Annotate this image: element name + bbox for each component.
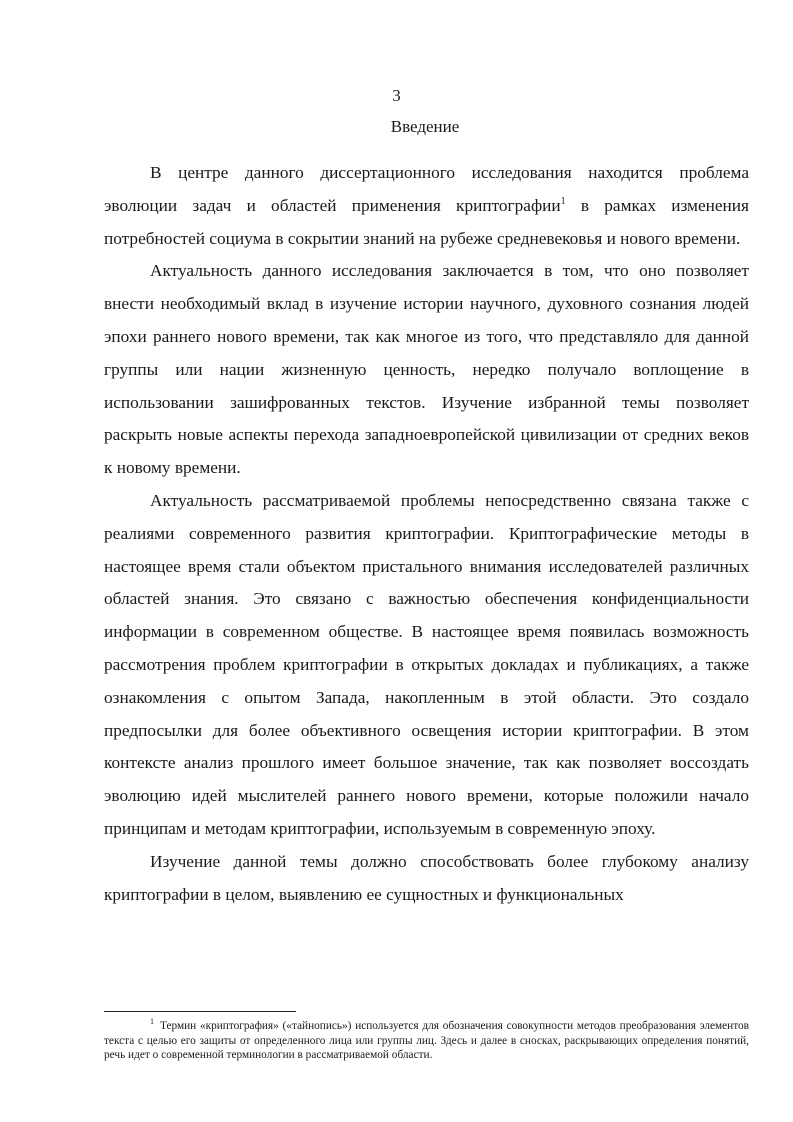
- paragraph-2: Актуальность данного исследования заключается в том, что оно позволяет внести необходимый вклад в изучение истории научного, духовного сознания людей эпохи раннего нового времени, так как многое из того, что представляло для данной группы или нации жизненную ценность, нередко получало воплощение в использовании зашифрованных текстов. Изучение избранной темы позволяет раскрыть новые аспекты перехода западноевропейской цивилизации от средних веков к новому времени.: [104, 261, 749, 478]
- page-number: 3: [392, 86, 401, 105]
- footnote-reference: 1: [560, 196, 566, 208]
- paragraph-4: Изучение данной темы должно способствовать более глубокому анализу криптографии в целом, выявлению ее сущностных и функциональных: [104, 851, 749, 904]
- footnote-divider: [104, 1011, 296, 1012]
- body-text: [104, 157, 749, 911]
- paragraph-1-text-b: в рамках изменения потребностей социума в сокрытии знаний на рубеже средневековья и нового времени.: [104, 195, 749, 248]
- page-title: Введение: [390, 117, 460, 136]
- footnote: [104, 1019, 749, 1063]
- footnote-text: Термин «криптография» («тайнопись») используется для обозначения совокупности методов преобразования элементов текста с целью его защиты от определенного лица или группы лиц. Здесь и далее в сносках, раскрывающих определения понятий, речь идет о современной терминологии в рассматриваемой области.: [104, 1020, 749, 1061]
- paragraph-1: [104, 157, 749, 255]
- paragraph-1-text-a: В центре данного диссертационного исследования находится проблема эволюции задач и областей применения криптографии: [104, 163, 749, 215]
- footnote-mark: 1: [150, 1017, 154, 1027]
- paragraph-3: Актуальность рассматриваемой проблемы непосредственно связана также с реалиями современного развития криптографии. Криптографические методы в настоящее время стали объектом пристального внимания исследователей различных областей знания. Это связано с важностью обеспечения конфиденциальности информации в современном обществе. В настоящее время появилась возможность рассмотрения проблем криптографии в открытых докладах и публикациях, а также ознакомления с опытом Запада, накопленным в этой области. Это создало предпосылки для более объективного освещения истории криптографии. В этом контексте анализ прошлого имеет большое значение, так как позволяет воссоздать эволюцию идей мыслителей раннего нового времени, которые положили начало принципам и методам криптографии, используемым в современную эпоху.: [104, 490, 749, 838]
